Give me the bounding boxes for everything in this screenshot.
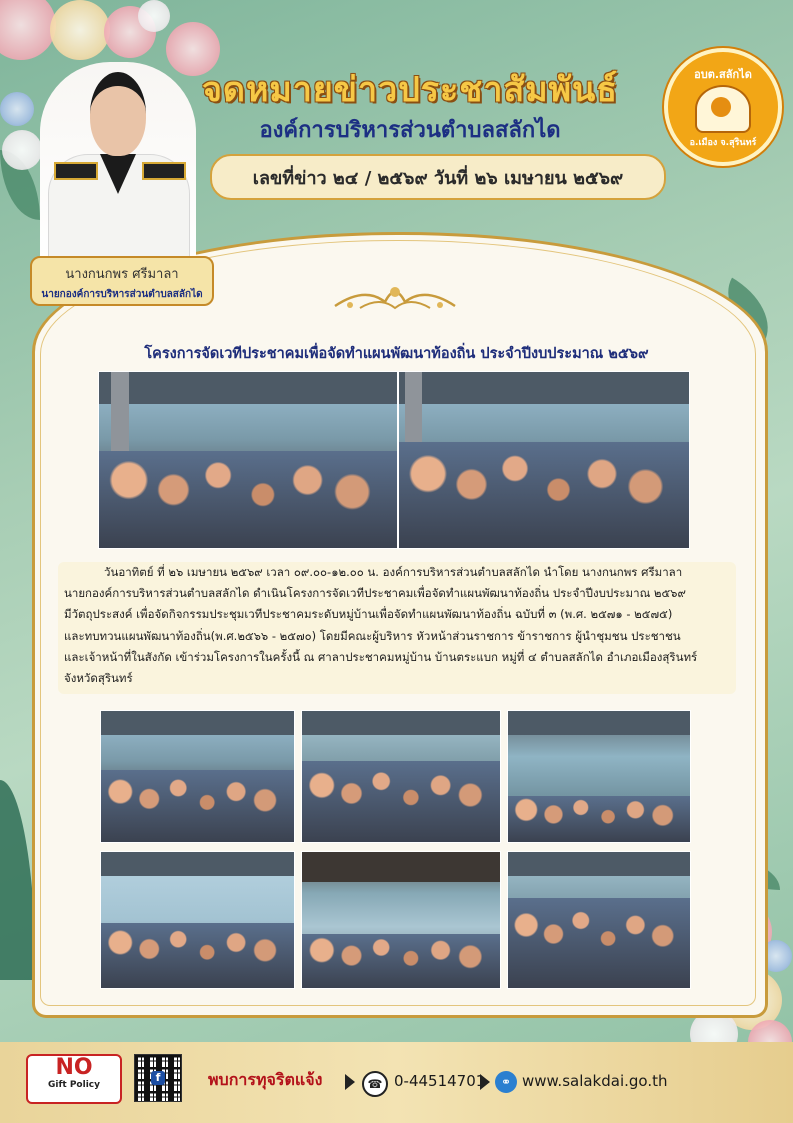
decorative-flower <box>2 130 42 170</box>
decorative-flower <box>0 0 56 60</box>
official-position: นายกองค์การบริหารส่วนตำบลสลักได <box>41 289 203 300</box>
corruption-report-label: พบการทุจริตแจ้ง <box>208 1070 323 1089</box>
photo-roof <box>99 372 397 404</box>
photo-crowd <box>99 451 397 548</box>
photo-crowd <box>508 796 690 842</box>
photo-roof <box>101 711 294 735</box>
article-headline: โครงการจัดเวทีประชาคมเพื่อจัดทำแผนพัฒนาท้องถิ่น ประจำปีงบประมาณ ๒๕๖๙ <box>144 345 649 362</box>
official-portrait <box>40 62 196 262</box>
photo-roof <box>101 852 294 876</box>
news-number-text: เลขที่ข่าว ๒๔ / ๒๕๖๙ วันที่ ๒๖ เมษายน ๒๕๖๙ <box>252 167 624 189</box>
facebook-icon: f <box>151 1071 165 1085</box>
decorative-flower <box>0 92 34 126</box>
event-photo <box>100 710 295 843</box>
phone-icon: ☎ <box>362 1071 388 1097</box>
article-line: และเจ้าหน้าที่ในสังกัด เข้าร่วมโครงการในครั้งนี้ ณ ศาลาประชาคมหมู่บ้าน บ้านตระแบก หมู่ที่ ๔ ตำบลสลักได อำเภอเมืองสุรินทร์ <box>64 649 698 664</box>
photo-crowd <box>399 442 689 548</box>
photo-roof <box>302 711 500 735</box>
photo-roof <box>508 852 690 876</box>
article-line: มีวัตถุประสงค์ เพื่อจัดกิจกรรมประชุมเวทีประชาคมระดับหมู่บ้านเพื่อจัดทำแผนพัฒนาท้องถิ่น ฉบับที่ ๓ (พ.ศ. ๒๕๗๑ - ๒๕๗๕) <box>64 607 673 622</box>
main-event-photo-left <box>98 371 398 549</box>
news-number-banner <box>210 154 666 200</box>
website-link[interactable]: www.salakdai.go.th <box>522 1072 668 1090</box>
main-event-photo-right <box>398 371 690 549</box>
phone-number[interactable]: 0-44514701 <box>394 1072 486 1090</box>
event-photo <box>100 851 295 989</box>
decorative-flower <box>50 0 110 60</box>
decorative-leaf <box>0 780 36 980</box>
photo-crowd <box>508 898 690 988</box>
portrait-shoulder-board <box>142 162 186 180</box>
article-line: วันอาทิตย์ ที่ ๒๖ เมษายน ๒๕๖๙ เวลา ๐๙.๐๐-๑๒.๐๐ น. องค์การบริหารส่วนตำบลสลักได นำโดย นางกนกพร ศรีมาลา <box>104 565 683 579</box>
no-gift-big-text: NO <box>55 1055 93 1080</box>
photo-crowd <box>101 770 294 842</box>
logo-top-text: อบต.สลักได <box>694 68 752 81</box>
photo-roof <box>302 852 500 882</box>
decorative-flower <box>138 0 170 32</box>
official-name-card <box>30 256 214 306</box>
official-name: นางกนกพร ศรีมาลา <box>65 267 179 282</box>
photo-roof <box>399 372 689 404</box>
arrow-right-icon <box>480 1074 490 1090</box>
event-photo <box>301 851 501 989</box>
no-gift-policy-badge <box>26 1054 122 1104</box>
organization-name: องค์การบริหารส่วนตำบลสลักได <box>259 117 561 143</box>
arrow-right-icon <box>345 1074 355 1090</box>
article-line: และทบทวนแผนพัฒนาท้องถิ่น(พ.ศ.๒๕๖๖ - ๒๕๗๐) โดยมีคณะผู้บริหาร หัวหน้าส่วนราชการ ข้าราชการ ผู้นำชุมชน ประชาชน <box>64 628 681 643</box>
article-body <box>58 562 736 694</box>
globe-icon: ⚭ <box>495 1071 517 1093</box>
qr-code[interactable] <box>134 1054 182 1102</box>
photo-roof <box>508 711 690 735</box>
portrait-face <box>90 72 146 156</box>
no-gift-label: Gift Policy <box>48 1080 100 1090</box>
article-line: จังหวัดสุรินทร์ <box>64 671 133 686</box>
event-photo <box>507 710 691 843</box>
article-line: นายกองค์การบริหารส่วนตำบลสลักได ดำเนินโครงการจัดเวทีประชาคมเพื่อจัดทำแผนพัฒนาท้องถิ่น ประจำปีงบประมาณ ๒๕๖๙ <box>64 586 686 601</box>
logo-emblem-icon <box>695 85 751 133</box>
portrait-shoulder-board <box>54 162 98 180</box>
event-photo <box>301 710 501 843</box>
organization-logo <box>664 48 782 166</box>
newsletter-title: จดหมายข่าวประชาสัมพันธ์ <box>201 70 619 110</box>
photo-crowd <box>101 923 294 988</box>
photo-crowd <box>302 934 500 988</box>
logo-bottom-text: อ.เมือง จ.สุรินทร์ <box>689 138 757 148</box>
event-photo <box>507 851 691 989</box>
photo-crowd <box>302 761 500 842</box>
gold-ornament-icon <box>330 278 460 318</box>
